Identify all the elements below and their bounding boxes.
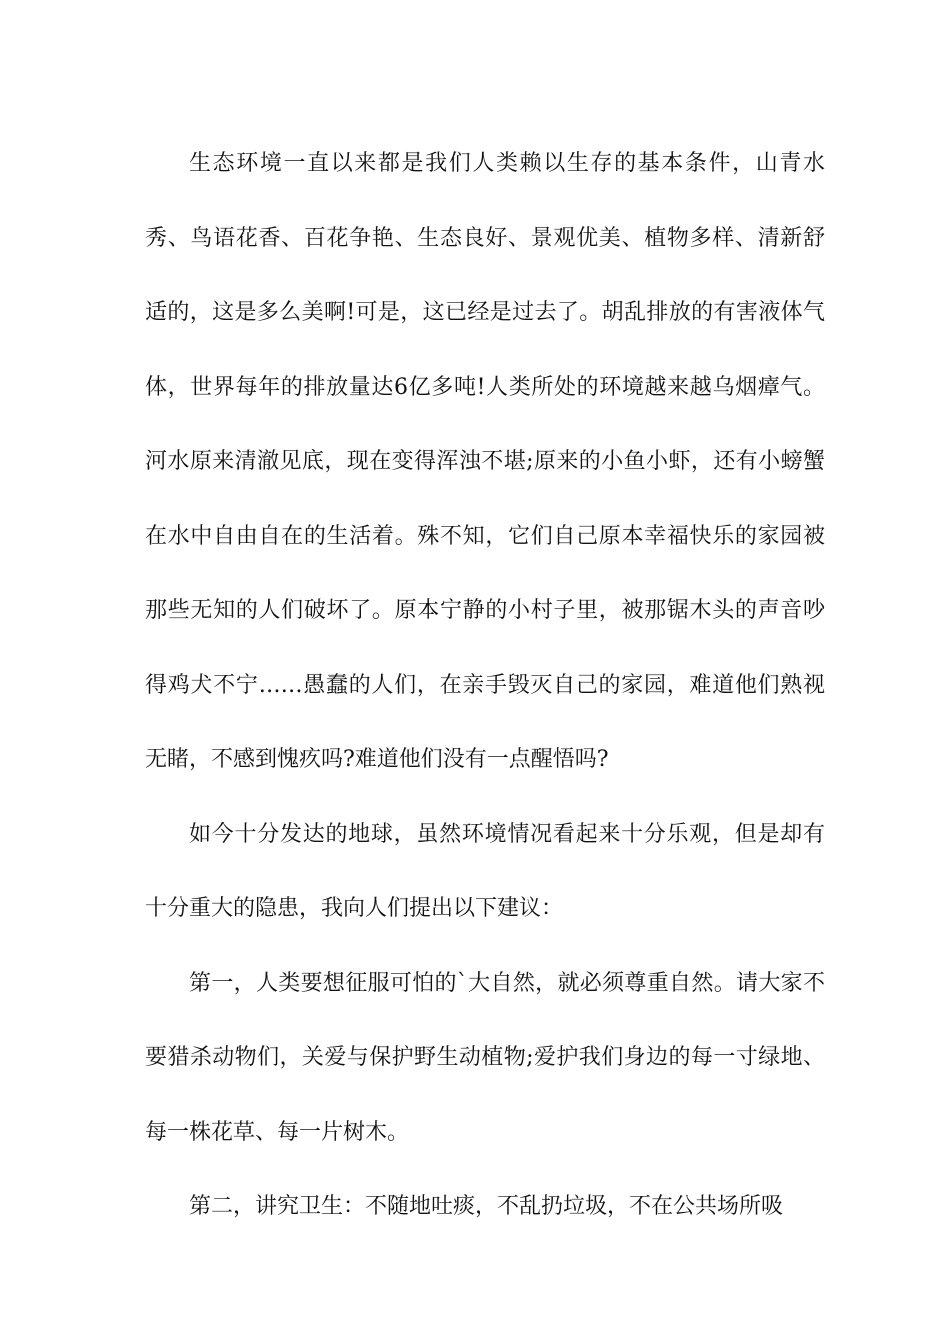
paragraph-suggestions-intro: 如今十分发达的地球，虽然环境情况看起来十分乐观，但是却有十分重大的隐患，我向人们提出以下建议： [145,821,825,921]
paragraph-second-suggestion: 第二，讲究卫生：不随地吐痰，不乱扔垃圾，不在公共场所吸 [189,1194,784,1219]
document-body [145,127,825,1245]
paragraph-ecology: 生态环境一直以来都是我们人类赖以生存的基本条件，山青水秀、鸟语花香、百花争艳、生态良好、景观优美、植物多样、清新舒适的，这是多么美啊!可是，这已经是过去了。胡乱排放的有害液体气体，世界每年的排放量达6亿多吨!人类所处的环境越来越乌烟瘴气。河水原来清澈见底，现在变得浑浊不堪;原来的小鱼小虾，还有小螃蟹在水中自由自在的生活着。殊不知，它们自己原本幸福快乐的家园被那些无知的人们破坏了。原本宁静的小村子里，被那锯木头的声音吵得鸡犬不宁……愚蠢的人们，在亲手毁灭自己的家园，难道他们熟视无睹，不感到愧疚吗?难道他们没有一点醒悟吗? [145,151,825,772]
paragraph-first-suggestion: 第一，人类要想征服可怕的`大自然，就必须尊重自然。请大家不要猎杀动物们，关爱与保护野生动植物;爱护我们身边的每一寸绿地、每一株花草、每一片树木。 [145,970,825,1145]
